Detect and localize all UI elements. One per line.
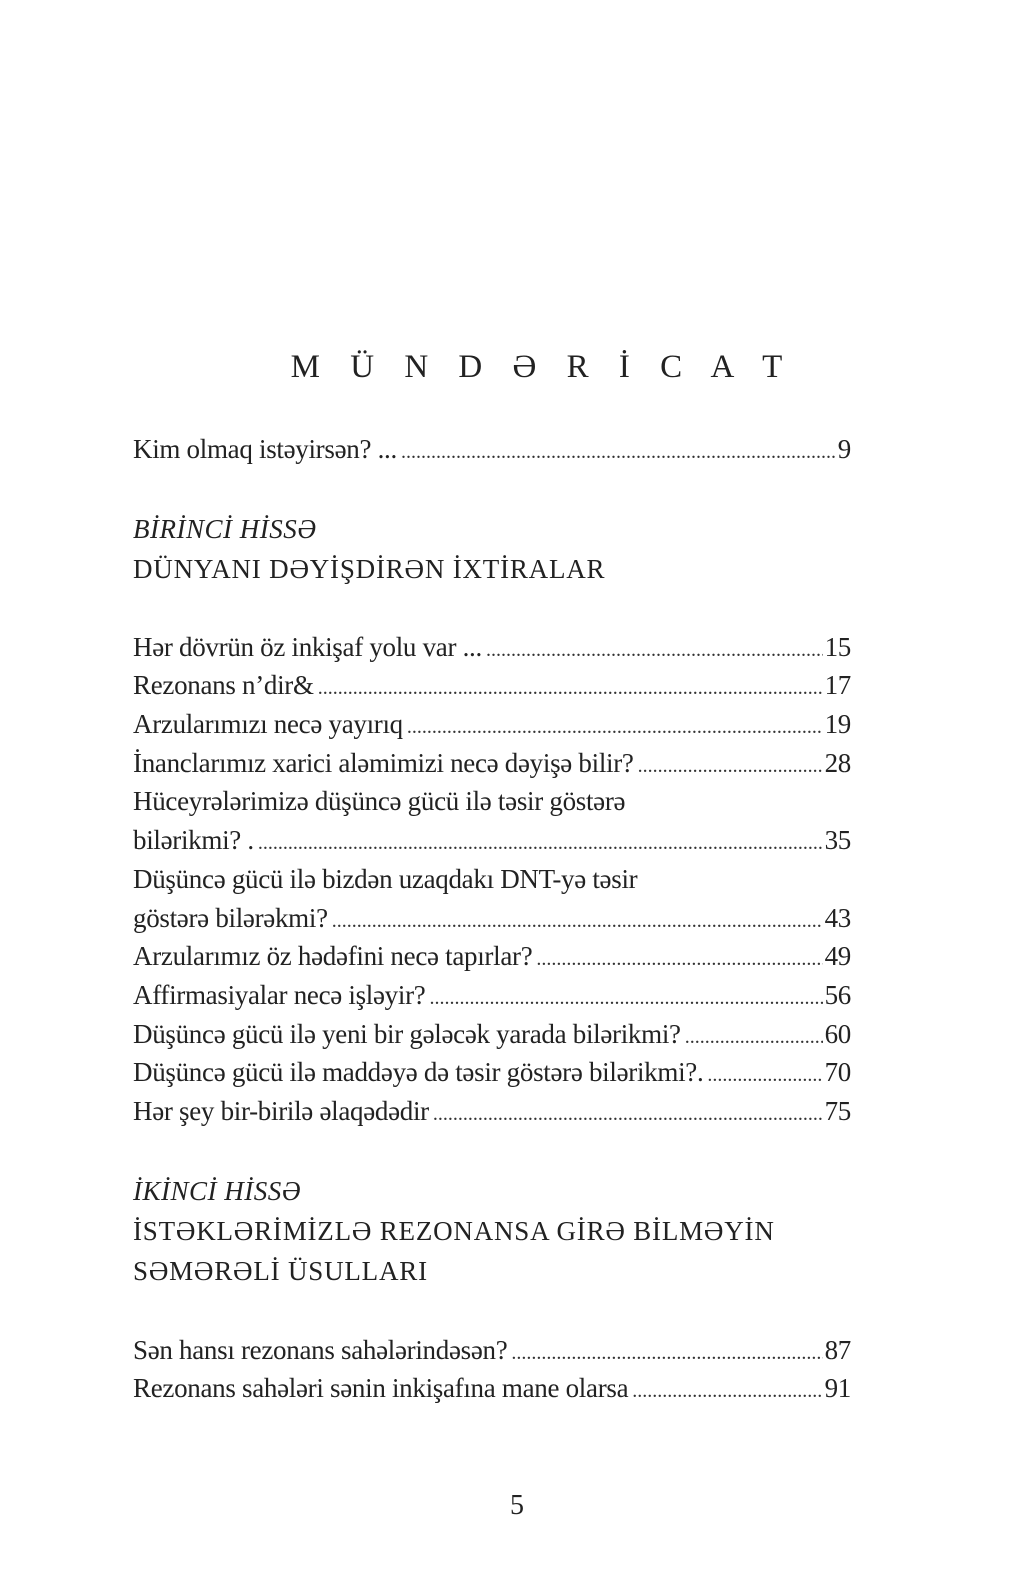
toc-entry-title: Arzularımız öz hədəfini necə tapırlar? [133,941,533,972]
part1-label: BİRİNCİ HİSSƏ [133,513,317,544]
toc-entry[interactable] [133,1015,851,1054]
toc-entry-title: Arzularımızı necə yayırıq [133,709,403,740]
toc-entry-title: Kim olmaq istəyirsən? ... [133,434,397,464]
toc-entry-page: 87 [824,1334,851,1365]
toc-entry-page: 43 [824,902,851,933]
toc-entry-title: Hər şey bir-birilə əlaqədədir [133,1095,429,1126]
table-of-contents [133,430,851,1408]
dot-leader [511,1331,822,1373]
dot-leader [685,1015,823,1057]
dot-leader [486,628,823,670]
toc-entry-page: 75 [824,1095,851,1126]
toc-entry-page: 9 [837,434,851,464]
toc-entry-page: 70 [824,1057,851,1088]
toc-entry-title-line1: Hüceyrələrimizə düşüncə gücü ilə təsir göstərə [133,786,626,817]
page-title: M Ü N D Ə R İ C A T [290,349,794,385]
toc-entry[interactable] [133,705,851,744]
toc-entry-page: 49 [824,941,851,972]
toc-entry-page: 19 [824,709,851,740]
toc-entry[interactable] [133,1053,851,1092]
toc-entry[interactable] [133,976,851,1015]
toc-entry[interactable] [133,937,851,976]
toc-entry-title: Düşüncə gücü ilə yeni bir gələcək yarada bilərikmi? [133,1018,681,1049]
page-number: 5 [510,1490,524,1521]
part2-title-line1: İSTƏKLƏRİMİZLƏ REZONANSA GİRƏ BİLMƏYİN [133,1215,775,1246]
part1-title: DÜNYANI DƏYİŞDİRƏN İXTİRALAR [133,553,606,584]
toc-entry[interactable] [133,1369,851,1408]
dot-leader [707,1053,822,1095]
toc-entry-page: 60 [824,1018,851,1049]
toc-entry-intro[interactable] [133,430,851,469]
toc-entry[interactable] [133,744,851,783]
dot-leader [638,744,823,786]
toc-entry-page: 35 [824,825,851,856]
dot-leader [318,666,823,708]
toc-entry[interactable] [133,628,851,667]
toc-entry[interactable] [133,1331,851,1370]
part2-label: İKİNCİ HİSSƏ [133,1175,301,1206]
toc-entry[interactable] [133,899,851,938]
toc-entry-title: Rezonans sahələri sənin inkişafına mane olarsa [133,1373,629,1404]
toc-entry-page: 28 [824,747,851,778]
toc-entry-page: 91 [824,1373,851,1404]
dot-leader [407,705,823,747]
toc-entry[interactable] [133,1092,851,1131]
toc-entry-title: İnanclarımız xarici aləmimizi necə dəyişə bilir? [133,747,634,778]
dot-leader [429,976,822,1018]
dot-leader [401,430,836,472]
dot-leader [258,821,823,863]
toc-entry[interactable] [133,821,851,860]
dot-leader [332,899,823,941]
toc-entry-page: 15 [824,631,851,662]
toc-entry[interactable] [133,666,851,705]
toc-entry-page: 56 [824,979,851,1010]
dot-leader [632,1369,822,1411]
toc-entry-title: göstərə bilərəkmi? [133,902,328,933]
toc-entry-title: Rezonans n’dir& [133,670,314,701]
toc-entry-title: Hər dövrün öz inkişaf yolu var ... [133,631,482,662]
dot-leader [433,1092,823,1134]
toc-entry-title: Affirmasiyalar necə işləyir? [133,979,426,1010]
part2-title-line2: SƏMƏRƏLİ ÜSULLARI [133,1255,428,1286]
toc-entry-page: 17 [824,670,851,701]
dot-leader [536,937,822,979]
toc-entry-title-line1: Düşüncə gücü ilə bizdən uzaqdakı DNT-yə təsir [133,863,638,894]
toc-entry-title: bilərikmi? . [133,825,254,856]
toc-entry-title: Sən hansı rezonans sahələrindəsən? [133,1334,508,1365]
toc-entry-title: Düşüncə gücü ilə maddəyə də təsir göstərə bilərikmi?. [133,1057,704,1088]
